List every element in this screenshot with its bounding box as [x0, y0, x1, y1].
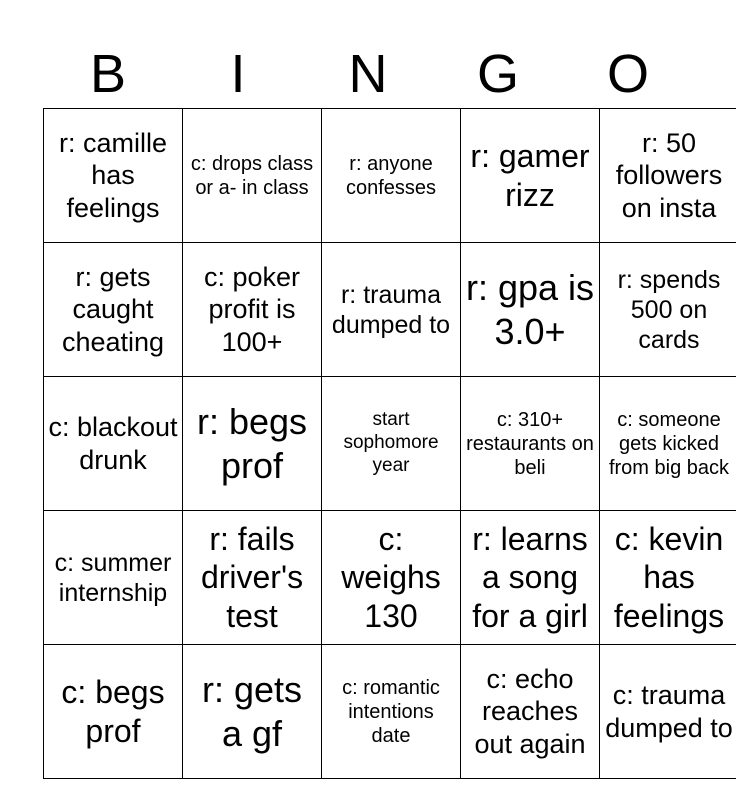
- header-letter-g: G: [476, 44, 519, 104]
- bingo-cell[interactable]: c: begs prof: [44, 645, 183, 779]
- bingo-cell[interactable]: r: trauma dumped to: [322, 243, 461, 377]
- bingo-board: [43, 108, 736, 779]
- bingo-cell[interactable]: c: 310+ restaurants on beli: [461, 377, 600, 511]
- bingo-cell[interactable]: c: someone gets kicked from big back: [600, 377, 736, 511]
- board-row-1: [44, 109, 736, 243]
- header-letter-i: I: [230, 44, 246, 104]
- free-space-cell[interactable]: start sophomore year: [322, 377, 461, 511]
- bingo-cell[interactable]: r: camille has feelings: [44, 109, 183, 243]
- bingo-cell[interactable]: r: gpa is 3.0+: [461, 243, 600, 377]
- board-row-3: [44, 377, 736, 511]
- bingo-cell[interactable]: r: fails driver's test: [183, 511, 322, 645]
- bingo-cell[interactable]: c: blackout drunk: [44, 377, 183, 511]
- bingo-cell[interactable]: c: kevin has feelings: [600, 511, 736, 645]
- board-row-5: [44, 645, 736, 779]
- header-letter-n: N: [348, 44, 388, 104]
- bingo-cell[interactable]: r: spends 500 on cards: [600, 243, 736, 377]
- bingo-cell[interactable]: r: gets a gf: [183, 645, 322, 779]
- bingo-cell[interactable]: r: begs prof: [183, 377, 322, 511]
- bingo-header: [43, 40, 693, 108]
- header-letter-b: B: [89, 44, 127, 104]
- bingo-cell[interactable]: r: gets caught cheating: [44, 243, 183, 377]
- board-row-2: [44, 243, 736, 377]
- bingo-cell[interactable]: r: 50 followers on insta: [600, 109, 736, 243]
- bingo-cell[interactable]: c: drops class or a- in class: [183, 109, 322, 243]
- bingo-cell[interactable]: r: learns a song for a girl: [461, 511, 600, 645]
- bingo-cell[interactable]: c: romantic intentions date: [322, 645, 461, 779]
- bingo-cell[interactable]: c: poker profit is 100+: [183, 243, 322, 377]
- bingo-cell[interactable]: c: trauma dumped to: [600, 645, 736, 779]
- bingo-cell[interactable]: r: anyone confesses: [322, 109, 461, 243]
- bingo-cell[interactable]: r: gamer rizz: [461, 109, 600, 243]
- bingo-cell[interactable]: c: weighs 130: [322, 511, 461, 645]
- header-letter-o: O: [606, 44, 649, 104]
- bingo-cell[interactable]: c: summer internship: [44, 511, 183, 645]
- bingo-cell[interactable]: c: echo reaches out again: [461, 645, 600, 779]
- board-row-4: [44, 511, 736, 645]
